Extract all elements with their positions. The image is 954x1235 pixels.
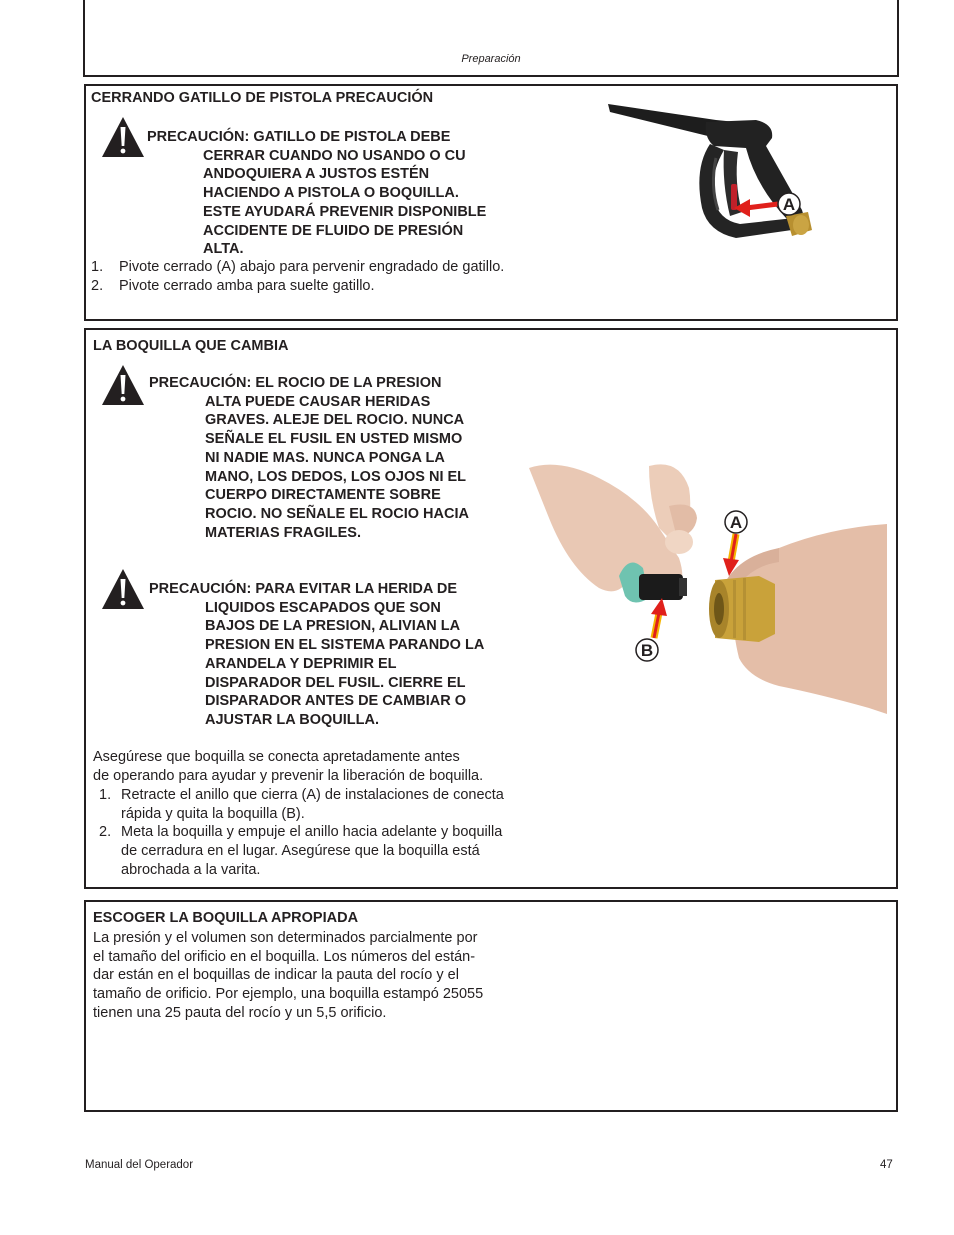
warning-line: ALTA PUEDE CAUSAR HERIDAS — [205, 393, 431, 410]
warning-line: LIQUIDOS ESCAPADOS QUE SON — [205, 599, 441, 616]
header-frame — [83, 0, 899, 77]
warning-line: CUERPO DIRECTAMENTE SOBRE — [205, 487, 441, 504]
warning-line: ARANDELA Y DEPRIMIR EL — [205, 655, 397, 672]
warning-text — [149, 580, 484, 730]
warning-line: PRESION EN EL SISTEMA PARANDO LA — [205, 637, 485, 654]
warning-line: HACIENDO A PISTOLA O BOQUILLA. — [203, 185, 459, 202]
warning-line: NI NADIE MAS. NUNCA PONGA LA — [205, 449, 445, 466]
section-title: CERRANDO GATILLO DE PISTOLA PRECAUCIÓN — [91, 90, 434, 106]
warning-line: MATERIAS FRAGILES. — [205, 524, 362, 541]
page-number: 47 — [880, 1159, 893, 1171]
warning-text — [147, 128, 486, 259]
warning-line: ESTE AYUDARÁ PREVENIR DISPONIBLE — [203, 203, 487, 220]
section-title: ESCOGER LA BOQUILLA APROPIADA — [93, 910, 359, 926]
warning-line: ALTA. — [203, 241, 244, 258]
warning-lead: PRECAUCIÓN: GATILLO DE PISTOLA DEBE — [147, 129, 451, 145]
warning-line: AJUSTAR LA BOQUILLA. — [205, 711, 379, 728]
steps-list — [91, 258, 511, 295]
warning-icon — [101, 568, 145, 610]
warning-line: ANDOQUIERA A JUSTOS ESTÉN — [203, 166, 430, 183]
warning-line: CERRAR CUANDO NO USANDO O CU — [203, 147, 466, 164]
list-item: 2. Pivote cerrado amba para suelte gatillo. — [91, 277, 375, 294]
intro-paragraph: Asegúrese que boquilla se conecta apretadamente antes de operando para ayudar y prevenir la liberación de boquilla. — [93, 749, 484, 784]
section-title: LA BOQUILLA QUE CAMBIA — [93, 338, 289, 354]
spray-gun-figure — [606, 98, 818, 252]
figure-label-a: A — [782, 195, 796, 214]
footer-manual-title: Manual del Operador — [85, 1159, 194, 1171]
warning-line: GRAVES. ALEJE DEL ROCIO. NUNCA — [205, 412, 465, 429]
figure-label-b: B — [640, 641, 654, 660]
list-item: 2. Meta la boquilla y empuje el anillo hacia adelante y boquilla de cerradura en el lugar. Asegúrese que la boquilla está abrochada a la varita. — [99, 824, 503, 878]
warning-line: DISPARADOR DEL FUSIL. CIERRE EL — [205, 674, 466, 691]
warning-line: BAJOS DE LA PRESION, ALIVIAN LA — [205, 618, 461, 635]
warning-icon — [101, 116, 145, 158]
warning-line: SEÑALE EL FUSIL EN USTED MISMO — [205, 431, 463, 448]
warning-icon — [101, 364, 145, 406]
body-paragraph: La presión y el volumen son determinados parcialmente por el tamaño del orificio en el boquilla. Los números del están- dar están en el boquillas de indicar la pauta del rocío y el tamaño de orificio. Por ejemplo, una boquilla estampó 25055 tienen una 25 pauta del rocío y un 5,5 orificio. — [93, 930, 484, 1021]
warning-text — [149, 374, 469, 542]
warning-line: ACCIDENTE DE FLUIDO DE PRESIÓN — [203, 222, 464, 239]
warning-line: MANO, LOS DEDOS, LOS OJOS NI EL — [205, 468, 467, 485]
warning-line: ROCIO. NO SEÑALE EL ROCIO HACIA — [205, 505, 469, 522]
warning-lead: PRECAUCIÓN: PARA EVITAR LA HERIDA DE — [149, 581, 457, 597]
warning-line: DISPARADOR ANTES DE CAMBIAR O — [205, 693, 467, 710]
figure-label-a: A — [729, 513, 743, 532]
steps-list — [99, 786, 519, 880]
nozzle-change-figure — [529, 458, 887, 734]
list-item: 1. Retracte el anillo que cierra (A) de instalaciones de conecta rápida y quita la boquilla (B). — [99, 787, 504, 822]
warning-lead: PRECAUCIÓN: EL ROCIO DE LA PRESION — [149, 375, 442, 391]
list-item: 1. Pivote cerrado (A) abajo para pervenir engradado de gatillo. — [91, 259, 505, 275]
section-header: Preparación — [461, 53, 521, 65]
